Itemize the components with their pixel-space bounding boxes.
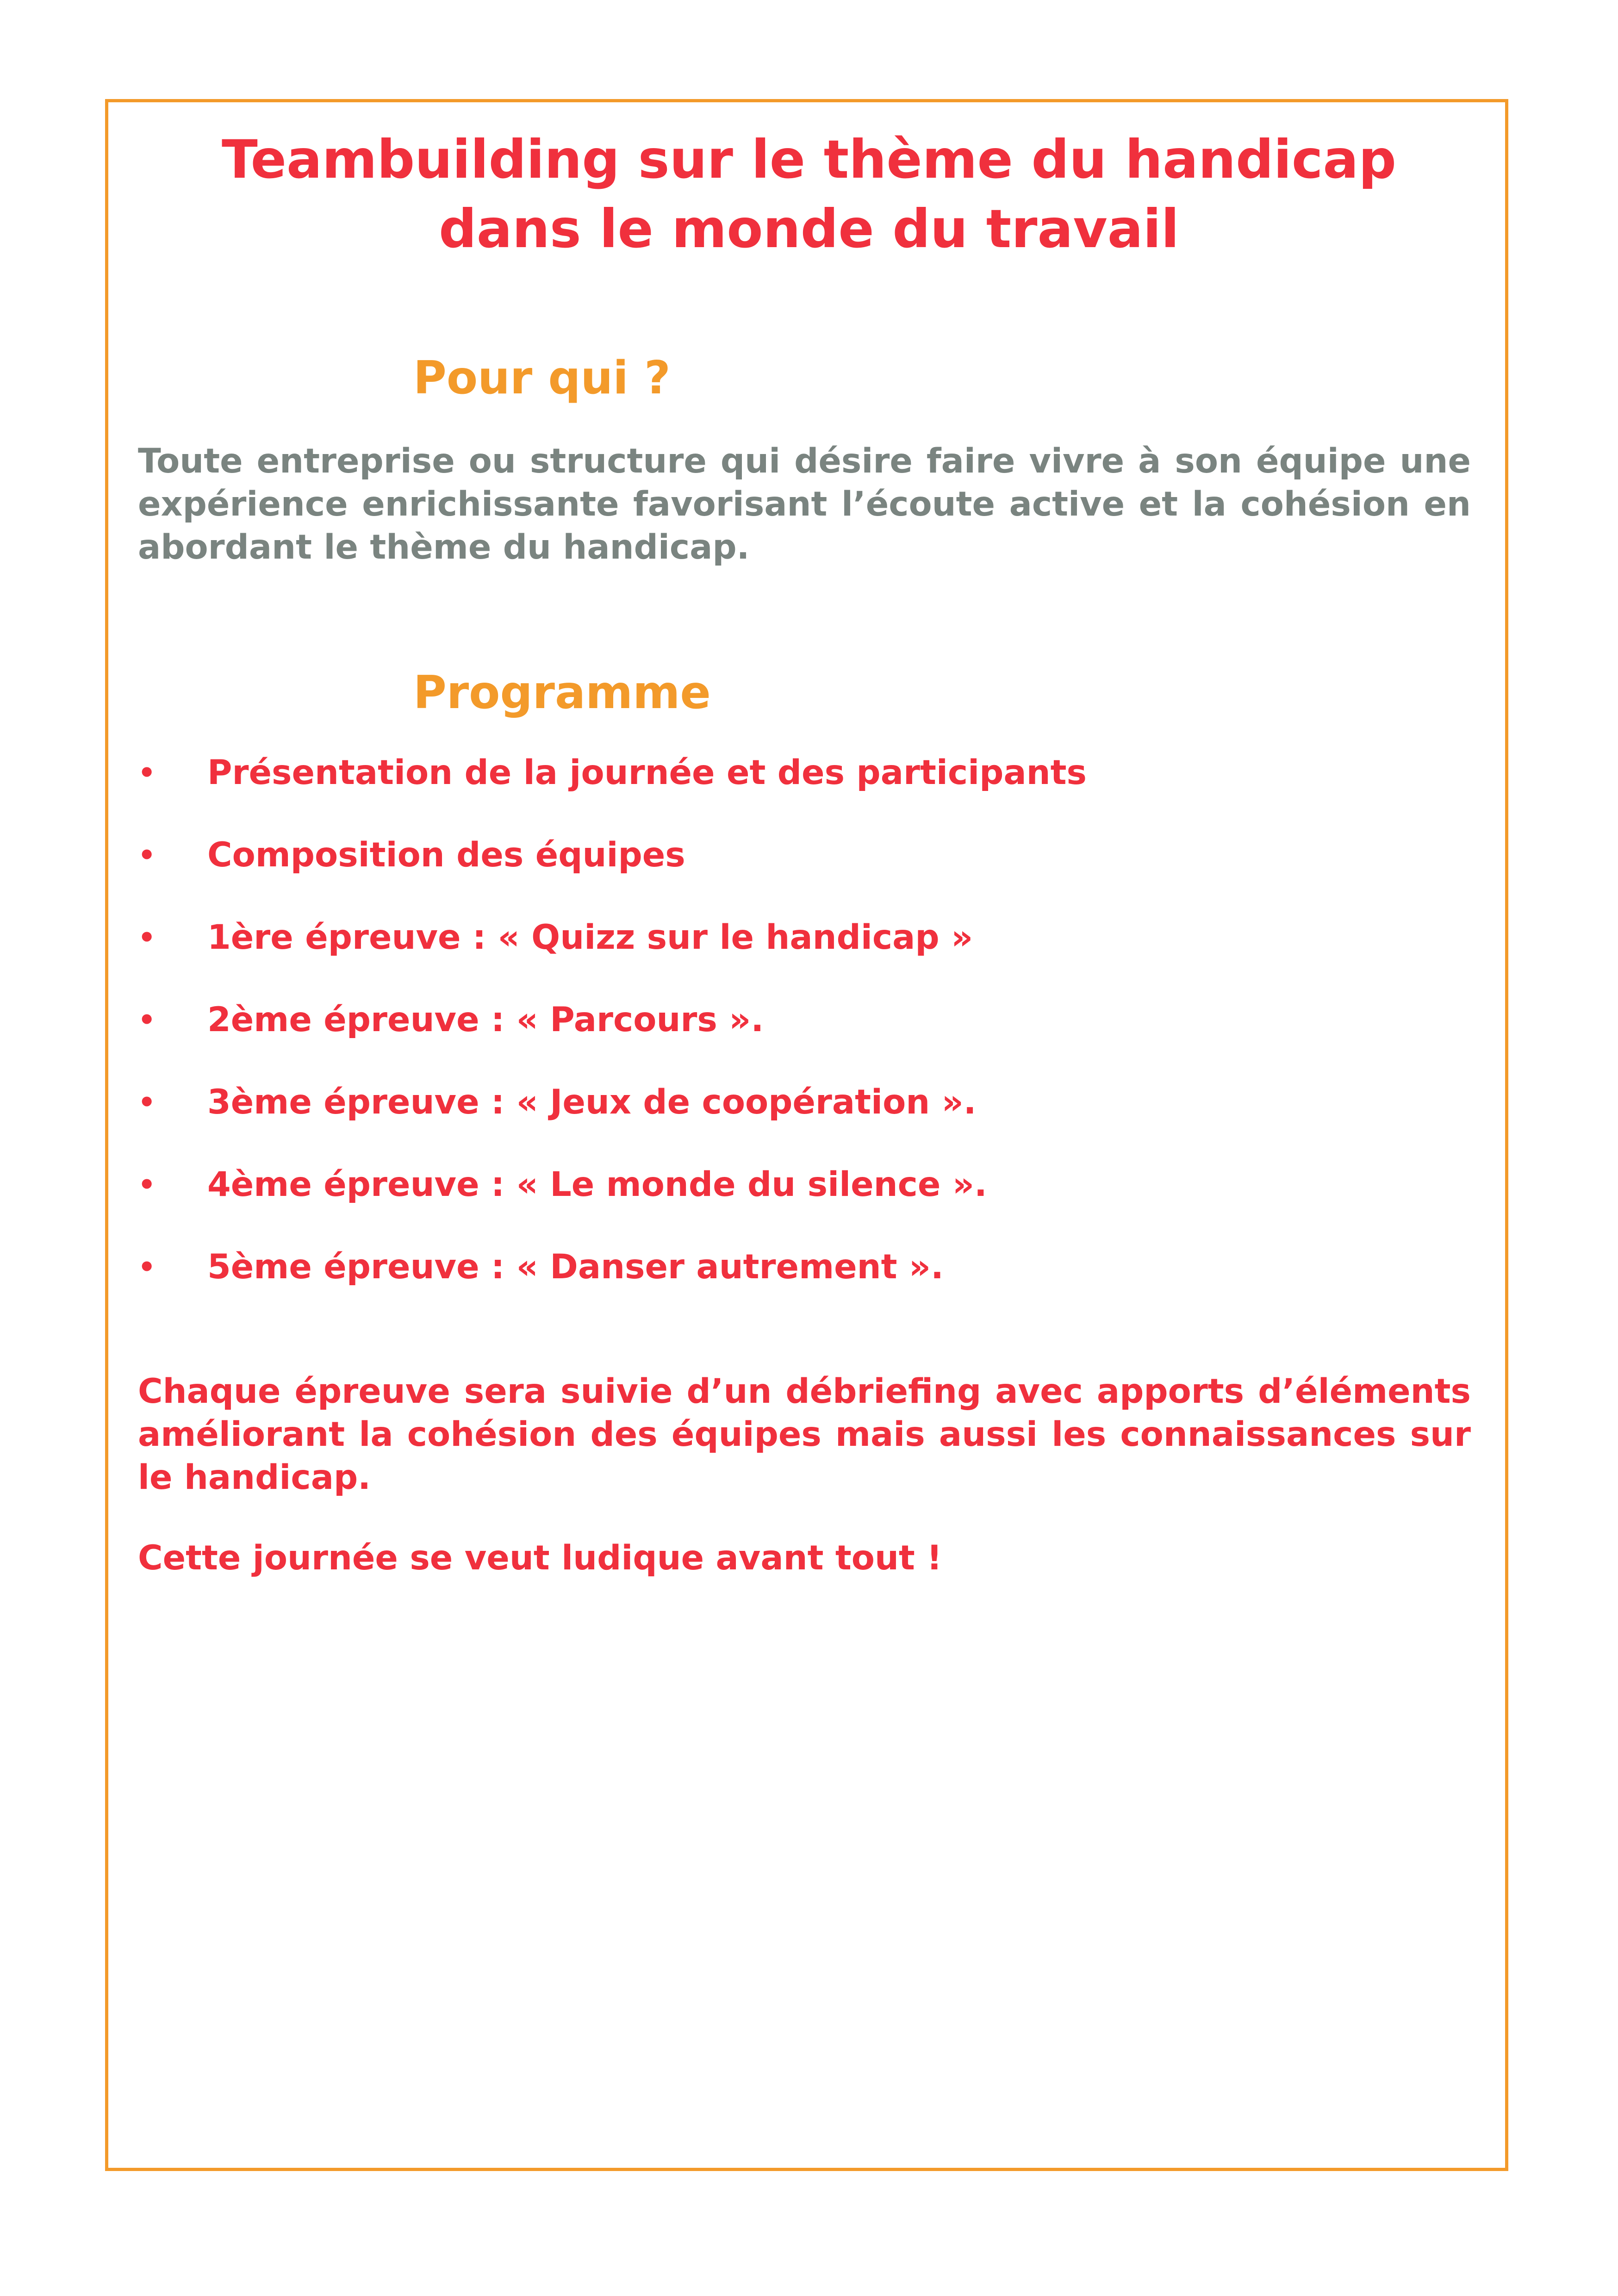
intro-paragraph: Toute entreprise ou structure qui désire faire vivre à son équipe une expérience enrichissante favorisant l’écoute active et la cohésion en abordant le thème du handicap. [138,442,1471,567]
list-item-text: Composition des équipes [207,835,685,875]
list-item-text: 2ème épreuve : « Parcours ». [207,1000,764,1039]
list-item [138,1244,1087,1326]
list-item-text: 3ème épreuve : « Jeux de coopération ». [207,1083,977,1122]
title-line-2: dans le monde du travail [439,198,1179,260]
page-title [120,125,1498,264]
list-item [138,997,1087,1079]
list-item [138,1079,1087,1162]
list-item [138,750,1087,832]
heading-programme: Programme [413,666,711,719]
bullet-icon: • [138,1004,156,1036]
list-item [138,1162,1087,1244]
list-item-text: Présentation de la journée et des participants [207,753,1087,792]
list-item-text: 1ère épreuve : « Quizz sur le handicap » [207,918,973,957]
bullet-icon: • [138,1086,156,1119]
debriefing-note: Chaque épreuve sera suivie d’un débriefing avec apports d’éléments améliorant la cohésion des équipes mais aussi les connaissances sur le handicap. [138,1372,1471,1497]
bullet-icon: • [138,1169,156,1201]
bullet-icon: • [138,757,156,789]
bullet-icon: • [138,921,156,954]
title-line-1: Teambuilding sur le thème du handicap [222,129,1396,190]
programme-list [138,750,1087,1326]
closing-note: Cette journée se veut ludique avant tout ! [138,1538,942,1578]
list-item-text: 5ème épreuve : « Danser autrement ». [207,1247,944,1287]
list-item [138,832,1087,915]
list-item [138,915,1087,997]
bullet-icon: • [138,1251,156,1283]
list-item-text: 4ème épreuve : « Le monde du silence ». [207,1165,987,1204]
heading-pour-qui: Pour qui ? [413,352,671,404]
bullet-icon: • [138,839,156,871]
